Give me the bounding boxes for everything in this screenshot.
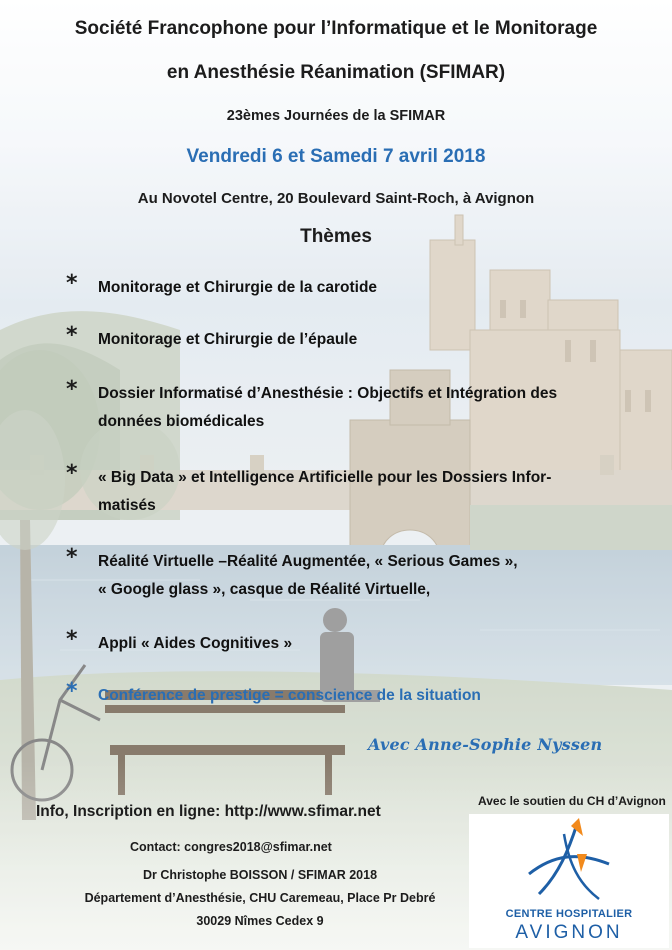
logo-line2: AVIGNON — [515, 922, 623, 943]
bullet-asterisk: * — [66, 377, 78, 402]
theme-line: données biomédicales — [98, 413, 265, 430]
themes-title: Thèmes — [300, 226, 372, 247]
event-dates: Vendredi 6 et Samedi 7 avril 2018 — [186, 146, 486, 167]
org-title-line2: en Anesthésie Réanimation (SFIMAR) — [166, 62, 506, 83]
hospital-logo — [469, 814, 669, 948]
address-line: Dr Christophe BOISSON / SFIMAR 2018 — [142, 868, 378, 882]
info-registration: Info, Inscription en ligne: http://www.sfimar.net — [36, 803, 381, 820]
theme-line: Réalité Virtuelle –Réalité Augmentée, « Serious Games », — [98, 553, 518, 570]
address-line: 30029 Nîmes Cedex 9 — [196, 914, 324, 928]
theme-line: Appli « Aides Cognitives » — [98, 635, 293, 652]
theme-line: Dossier Informatisé d’Anesthésie : Objectifs et Intégration des — [98, 385, 558, 402]
hospital-emblem-icon — [469, 814, 669, 909]
address-line: Département d’Anesthésie, CHU Caremeau, Place Pr Debré — [84, 891, 436, 905]
bullet-asterisk: * — [66, 679, 78, 704]
theme-line: « Google glass », casque de Réalité Virtuelle, — [98, 581, 431, 598]
bullet-asterisk: * — [66, 545, 78, 570]
logo-line1: CENTRE HOSPITALIER — [505, 908, 633, 920]
theme-line: matisés — [98, 497, 156, 514]
theme-line: Monitorage et Chirurgie de la carotide — [98, 279, 378, 296]
bullet-asterisk: * — [66, 323, 78, 348]
theme-line: Monitorage et Chirurgie de l’épaule — [98, 331, 358, 348]
theme-line: Conférence de prestige = conscience de la situation — [98, 687, 481, 704]
bullet-asterisk: * — [66, 627, 78, 652]
theme-line: « Big Data » et Intelligence Artificielle pour les Dossiers Infor- — [98, 469, 552, 486]
org-title-line1: Société Francophone pour l’Informatique et le Monitorage — [74, 18, 598, 39]
speaker-name: Avec Anne-Sophie Nyssen — [368, 735, 603, 754]
event-title: 23èmes Journées de la SFIMAR — [226, 108, 446, 124]
event-venue: Au Novotel Centre, 20 Boulevard Saint-Roch, à Avignon — [137, 190, 535, 207]
contact-email: Contact: congres2018@sfimar.net — [130, 840, 332, 854]
bullet-asterisk: * — [66, 271, 78, 296]
bullet-asterisk: * — [66, 461, 78, 486]
support-note: Avec le soutien du CH d’Avignon — [478, 794, 666, 808]
